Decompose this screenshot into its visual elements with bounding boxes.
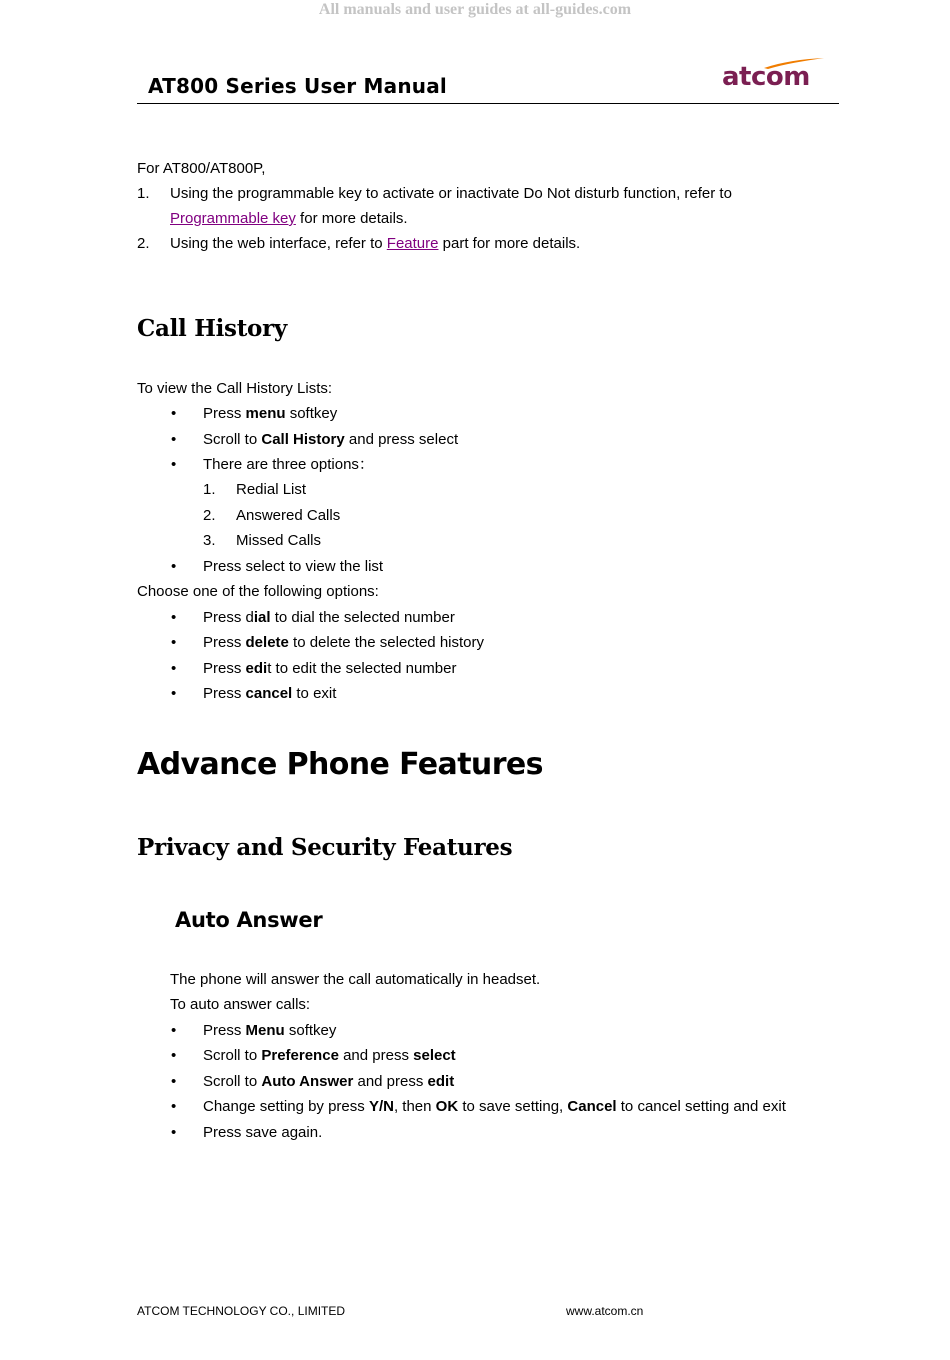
list-item: Scroll to Call History and press select bbox=[203, 431, 459, 448]
logo-text: atcom bbox=[722, 62, 810, 92]
option-number: 1. bbox=[203, 481, 216, 498]
option-number: 2. bbox=[203, 507, 216, 524]
intro-item-post: for more details. bbox=[295, 210, 408, 227]
list-item: Press select to view the list bbox=[203, 558, 384, 575]
feature-link[interactable]: Feature bbox=[386, 235, 439, 252]
intro-item-post: part for more details. bbox=[438, 235, 581, 252]
list-item: Press edit to edit the selected number bbox=[203, 660, 457, 677]
atcom-logo bbox=[722, 56, 826, 90]
bullet-icon: • bbox=[171, 634, 177, 651]
intro-item-text: Using the programmable key to activate or inactivate Do Not disturb function, refer to bbox=[170, 185, 732, 202]
auto-answer-heading: Auto Answer bbox=[175, 908, 323, 932]
list-item: Press Menu softkey bbox=[203, 1022, 337, 1039]
advance-features-heading: Advance Phone Features bbox=[137, 747, 543, 782]
option-label: Missed Calls bbox=[236, 532, 322, 549]
watermark: All manuals and user guides at all-guides.com bbox=[318, 1, 632, 18]
privacy-security-heading: Privacy and Security Features bbox=[137, 834, 513, 861]
list-item: Press dial to dial the selected number bbox=[203, 609, 455, 626]
bullet-icon: • bbox=[171, 660, 177, 677]
bullet-icon: • bbox=[171, 609, 177, 626]
auto-answer-description: The phone will answer the call automatically in headset. bbox=[170, 971, 541, 988]
programmable-key-link[interactable]: Programmable key bbox=[170, 210, 296, 227]
intro-item-number: 1. bbox=[137, 185, 150, 202]
list-item: Press delete to delete the selected history bbox=[203, 634, 484, 651]
option-number: 3. bbox=[203, 532, 216, 549]
bullet-icon: • bbox=[171, 431, 177, 448]
list-item: Press cancel to exit bbox=[203, 685, 337, 702]
bullet-icon: • bbox=[171, 1124, 177, 1141]
bullet-icon: • bbox=[171, 405, 177, 422]
list-item: Scroll to Auto Answer and press edit bbox=[203, 1073, 455, 1090]
choose-options-lead: Choose one of the following options: bbox=[137, 583, 379, 600]
call-history-heading: Call History bbox=[137, 315, 287, 342]
intro-item-pre: Using the web interface, refer to bbox=[170, 235, 387, 252]
footer-company: ATCOM TECHNOLOGY CO., LIMITED bbox=[137, 1304, 346, 1318]
call-history-lead: To view the Call History Lists: bbox=[137, 380, 333, 397]
intro-item-text bbox=[170, 234, 580, 254]
bullet-icon: • bbox=[171, 685, 177, 702]
auto-answer-lead: To auto answer calls: bbox=[170, 996, 311, 1013]
list-item: Scroll to Preference and press select bbox=[203, 1047, 456, 1064]
bullet-icon: • bbox=[171, 1047, 177, 1064]
bullet-icon: • bbox=[171, 558, 177, 575]
option-label: Redial List bbox=[236, 481, 307, 498]
list-item: Press menu softkey bbox=[203, 405, 338, 422]
list-item: There are three options： bbox=[203, 456, 374, 473]
bullet-icon: • bbox=[171, 1098, 177, 1115]
intro-item-number: 2. bbox=[137, 235, 150, 252]
footer-website: www.atcom.cn bbox=[566, 1304, 644, 1318]
intro-item-continuation bbox=[170, 209, 408, 229]
bullet-icon: • bbox=[171, 456, 177, 473]
list-item: Press save again. bbox=[203, 1124, 323, 1141]
intro-lead: For AT800/AT800P, bbox=[137, 160, 266, 177]
list-item: Change setting by press Y/N, then OK to save setting, Cancel to cancel setting and exit bbox=[203, 1098, 786, 1115]
bullet-icon: • bbox=[171, 1073, 177, 1090]
bullet-icon: • bbox=[171, 1022, 177, 1039]
header-divider bbox=[137, 103, 839, 104]
document-title: AT800 Series User Manual bbox=[148, 74, 447, 98]
option-label: Answered Calls bbox=[236, 507, 341, 524]
